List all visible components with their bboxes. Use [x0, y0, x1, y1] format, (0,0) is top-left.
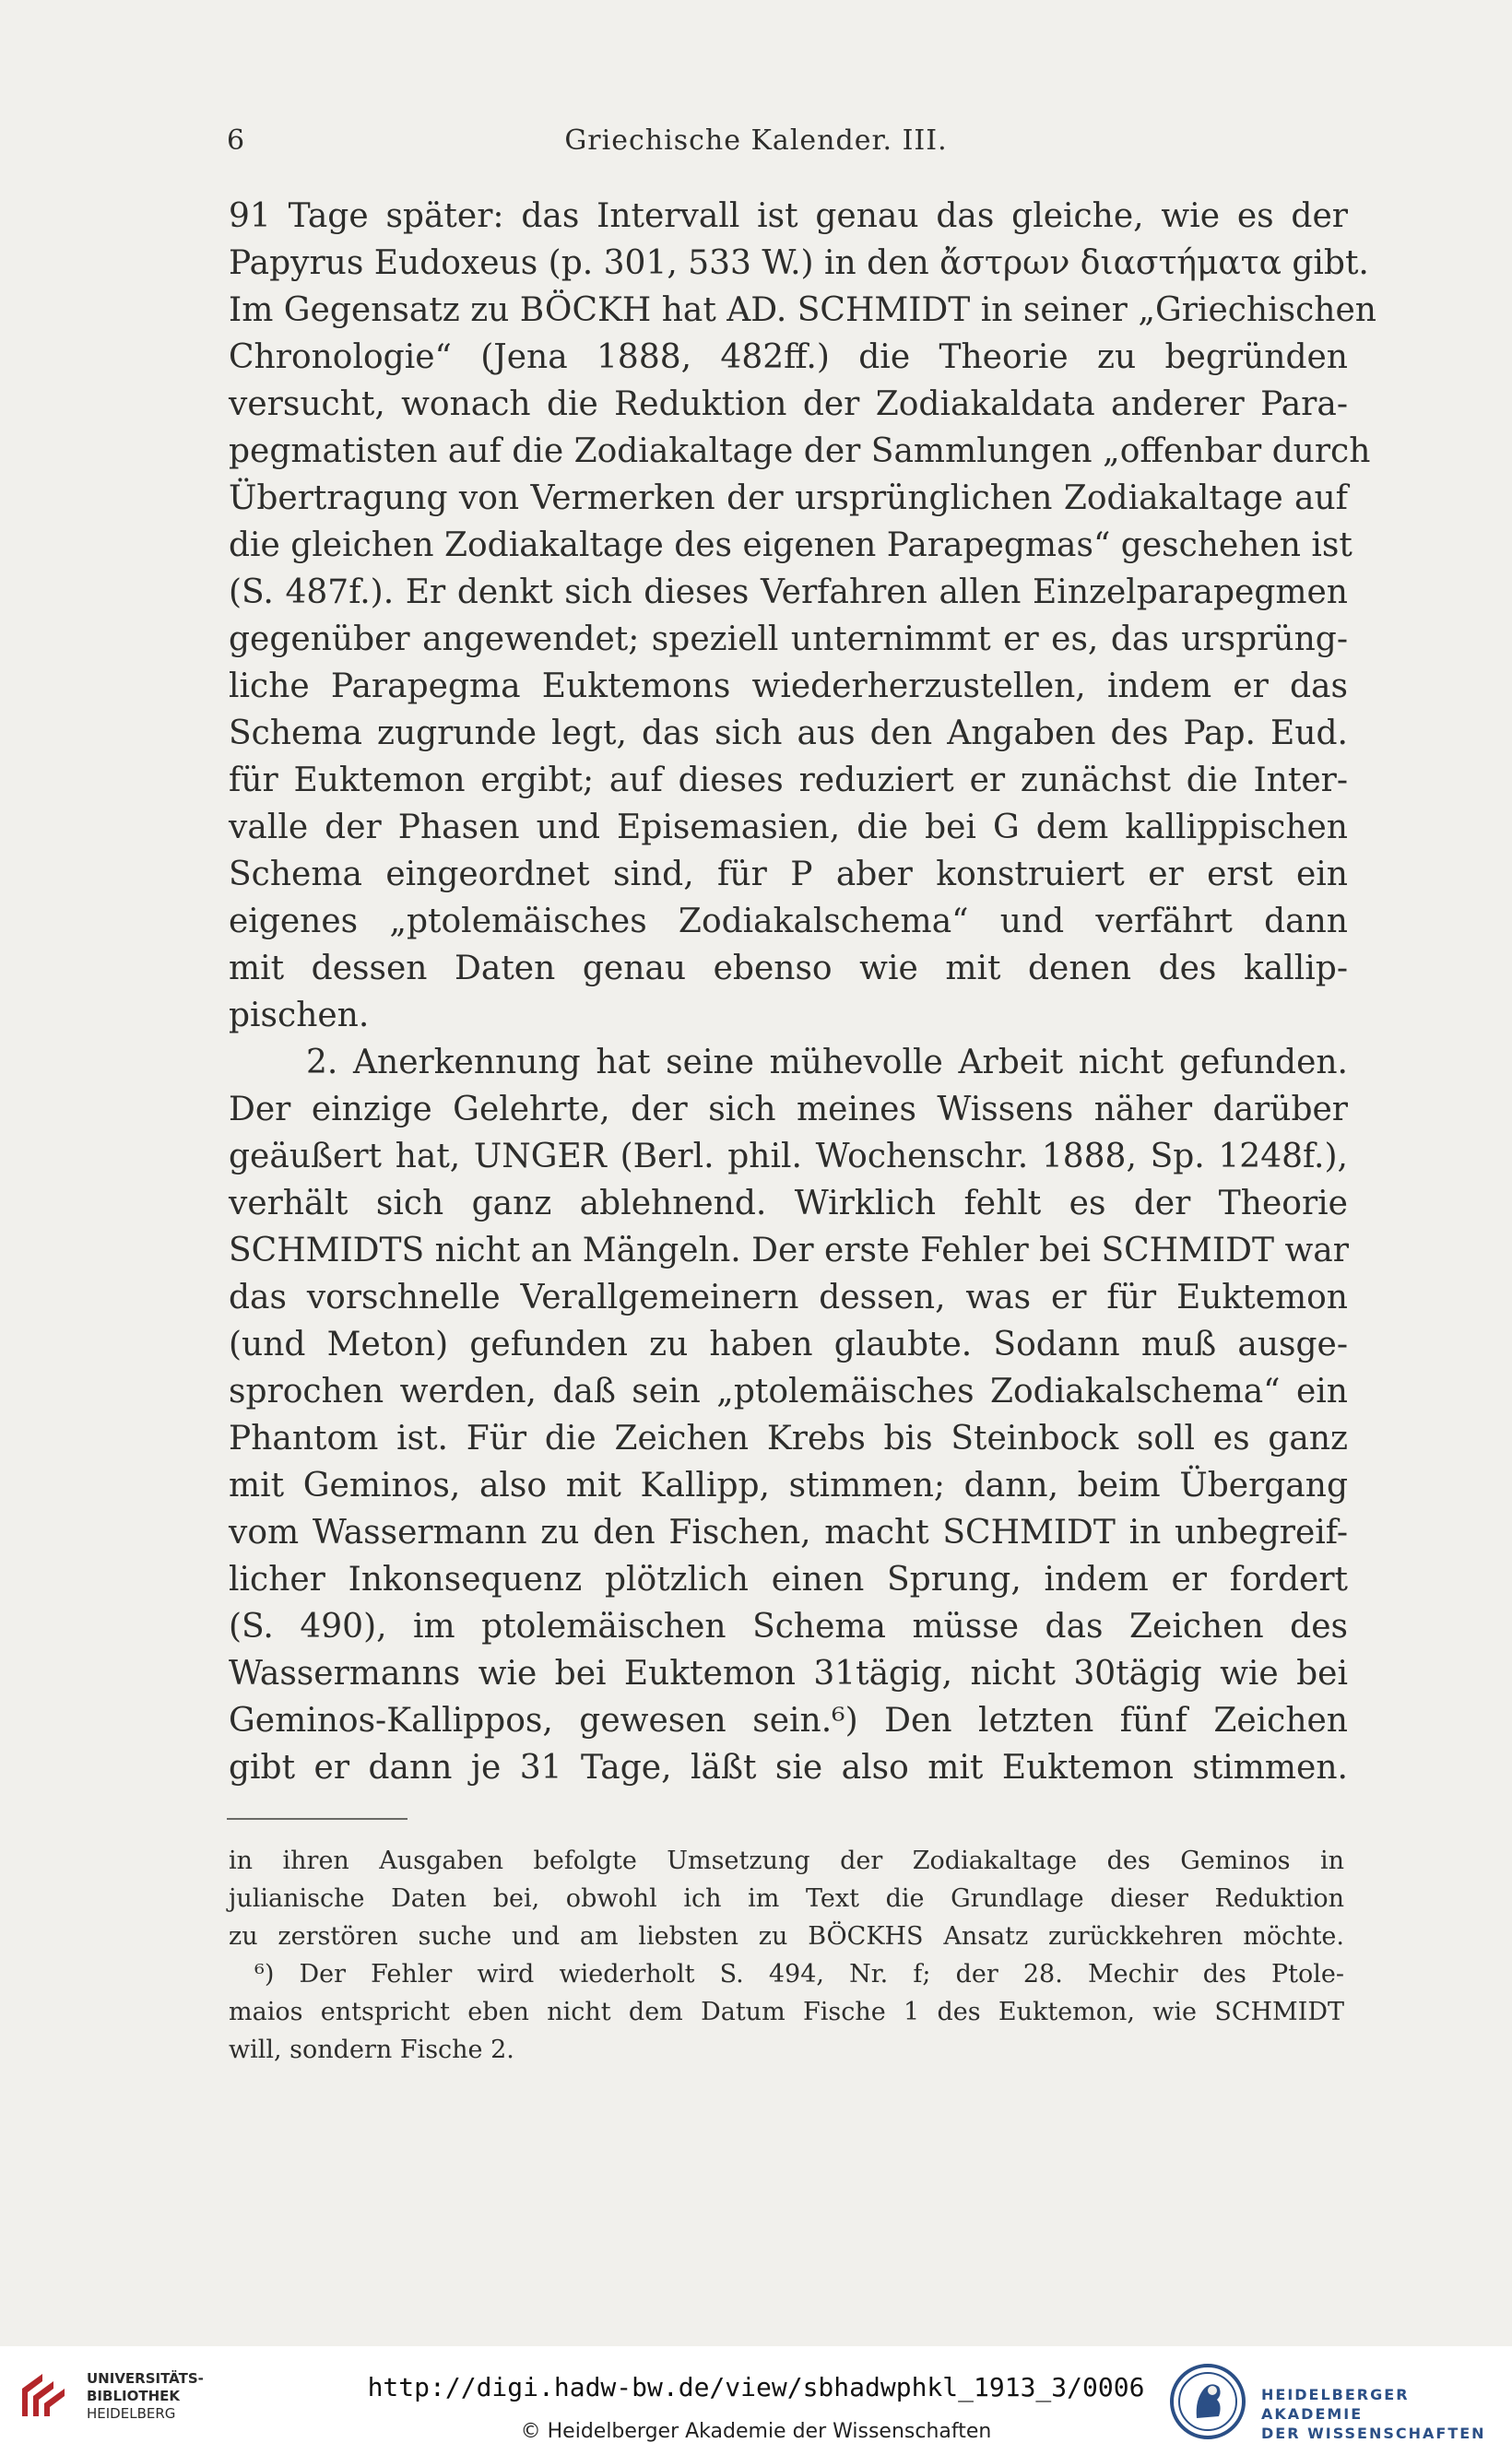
text-line: pegmatisten auf die Zodiakaltage der Sammlungen „offenbar durch [229, 432, 1371, 470]
academy-name [1261, 2385, 1512, 2443]
library-name-line: HEIDELBERG [87, 2405, 176, 2422]
text-line: Chronologie“ (Jena 1888, 482ff.) die Theorie zu begründen [229, 338, 1348, 376]
footnote-line: in ihren Ausgaben befolgte Umsetzung der Zodiakaltage des Geminos in [229, 1847, 1344, 1875]
paragraph-start-line: 2. Anerkennung hat seine mühevolle Arbeit nicht gefunden. [306, 1044, 1348, 1081]
text-line: Schema zugrunde legt, das sich aus den Angaben des Pap. Eud. [229, 714, 1348, 752]
text-line: die gleichen Zodiakaltage des eigenen Parapegmas“ geschehen ist [229, 526, 1353, 564]
text-line: Phantom ist. Für die Zeichen Krebs bis Steinbock soll es ganz [229, 1420, 1348, 1458]
text-line: valle der Phasen und Episemasien, die bei G dem kallippischen [229, 808, 1348, 846]
footnote-line: will, sondern Fische 2. [229, 2036, 514, 2064]
text-line: gibt er dann je 31 Tage, läßt sie also mit Euktemon stimmen. [229, 1749, 1348, 1787]
library-name-line: BIBLIOTHEK [87, 2388, 180, 2404]
academy-seal-icon [1169, 2363, 1246, 2440]
text-line: (und Meton) gefunden zu haben glaubte. Sodann muß ausge- [229, 1326, 1348, 1363]
footnotes [229, 1842, 1344, 2069]
text-line: (S. 490), im ptolemäischen Schema müsse das Zeichen des [229, 1608, 1348, 1646]
text-line: sprochen werden, daß sein „ptolemäisches Zodiakalschema“ ein [229, 1373, 1348, 1410]
running-head [0, 124, 1512, 161]
page-number: 6 [227, 124, 246, 157]
copyright-notice: © Heidelberger Akademie der Wissenschaften [520, 2420, 992, 2443]
text-line: vom Wassermann zu den Fischen, macht SCHMIDT in unbegreif- [229, 1514, 1348, 1552]
text-line: SCHMIDTS nicht an Mängeln. Der erste Fehler bei SCHMIDT war [229, 1232, 1349, 1269]
permalink-url[interactable]: http://digi.hadw-bw.de/view/sbhadwphkl_1913_3/0006 [367, 2372, 1145, 2402]
text-line: licher Inkonsequenz plötzlich einen Sprung, indem er fordert [229, 1561, 1348, 1599]
text-line: Der einzige Gelehrte, der sich meines Wissens näher darüber [229, 1091, 1348, 1128]
text-line: Wassermanns wie bei Euktemon 31tägig, nicht 30tägig wie bei [229, 1655, 1348, 1693]
text-line: Übertragung von Vermerken der ursprünglichen Zodiakaltage auf [229, 479, 1348, 517]
library-name-line: UNIVERSITÄTS- [87, 2370, 204, 2387]
text-line: verhält sich ganz ablehnend. Wirklich fehlt es der Theorie [229, 1185, 1348, 1222]
footnote-6-line: ⁶) Der Fehler wird wiederholt S. 494, Nr. f; der 28. Mechir des Ptole- [254, 1960, 1344, 1989]
text-line: pischen. [229, 997, 370, 1034]
text-line: eigenes „ptolemäisches Zodiakalschema“ und verfährt dann [229, 903, 1348, 940]
academy-name-line: DER WISSENSCHAFTEN [1261, 2425, 1486, 2442]
text-line: Papyrus Eudoxeus (p. 301, 533 W.) in den ἄστρων διαστήματα gibt. [229, 244, 1369, 282]
footnote-line: julianische Daten bei, obwohl ich im Text die Grundlage dieser Reduktion [229, 1884, 1344, 1913]
body-text [229, 193, 1376, 1791]
footnote-line: maios entspricht eben nicht dem Datum Fische 1 des Euktemon, wie SCHMIDT [229, 1998, 1344, 2026]
footnote-line: zu zerstören suche und am liebsten zu BÖCKHS Ansatz zurückkehren möchte. [229, 1922, 1344, 1951]
text-line: Geminos-Kallippos, gewesen sein.⁶) Den letzten fünf Zeichen [229, 1702, 1348, 1740]
text-line: gegenüber angewendet; speziell unternimmt er es, das ursprüng- [229, 620, 1348, 658]
text-line: Im Gegensatz zu BÖCKH hat AD. SCHMIDT in seiner „Griechischen [229, 291, 1376, 329]
text-line: das vorschnelle Verallgemeinern dessen, was er für Euktemon [229, 1279, 1348, 1316]
running-title: Griechische Kalender. III. [564, 124, 948, 157]
academy-name-line: HEIDELBERGER AKADEMIE [1261, 2386, 1410, 2423]
text-line: für Euktemon ergibt; auf dieses reduziert er zunächst die Inter- [229, 761, 1348, 799]
text-line: Schema eingeordnet sind, für P aber konstruiert er erst ein [229, 856, 1348, 893]
text-line: mit Geminos, also mit Kallipp, stimmen; dann, beim Übergang [229, 1467, 1348, 1505]
text-line: 91 Tage später: das Intervall ist genau das gleiche, wie es der [229, 197, 1348, 235]
text-line: versucht, wonach die Reduktion der Zodiakaldata anderer Para- [229, 385, 1348, 423]
digitization-footer [0, 2346, 1512, 2455]
text-line: geäußert hat, UNGER (Berl. phil. Wochenschr. 1888, Sp. 1248f.), [229, 1138, 1348, 1175]
footnote-divider [227, 1818, 408, 1820]
text-line: liche Parapegma Euktemons wiederherzustellen, indem er das [229, 667, 1348, 705]
text-line: (S. 487f.). Er denkt sich dieses Verfahren allen Einzelparapegmen [229, 573, 1348, 611]
text-line: mit dessen Daten genau ebenso wie mit denen des kallip- [229, 950, 1348, 987]
